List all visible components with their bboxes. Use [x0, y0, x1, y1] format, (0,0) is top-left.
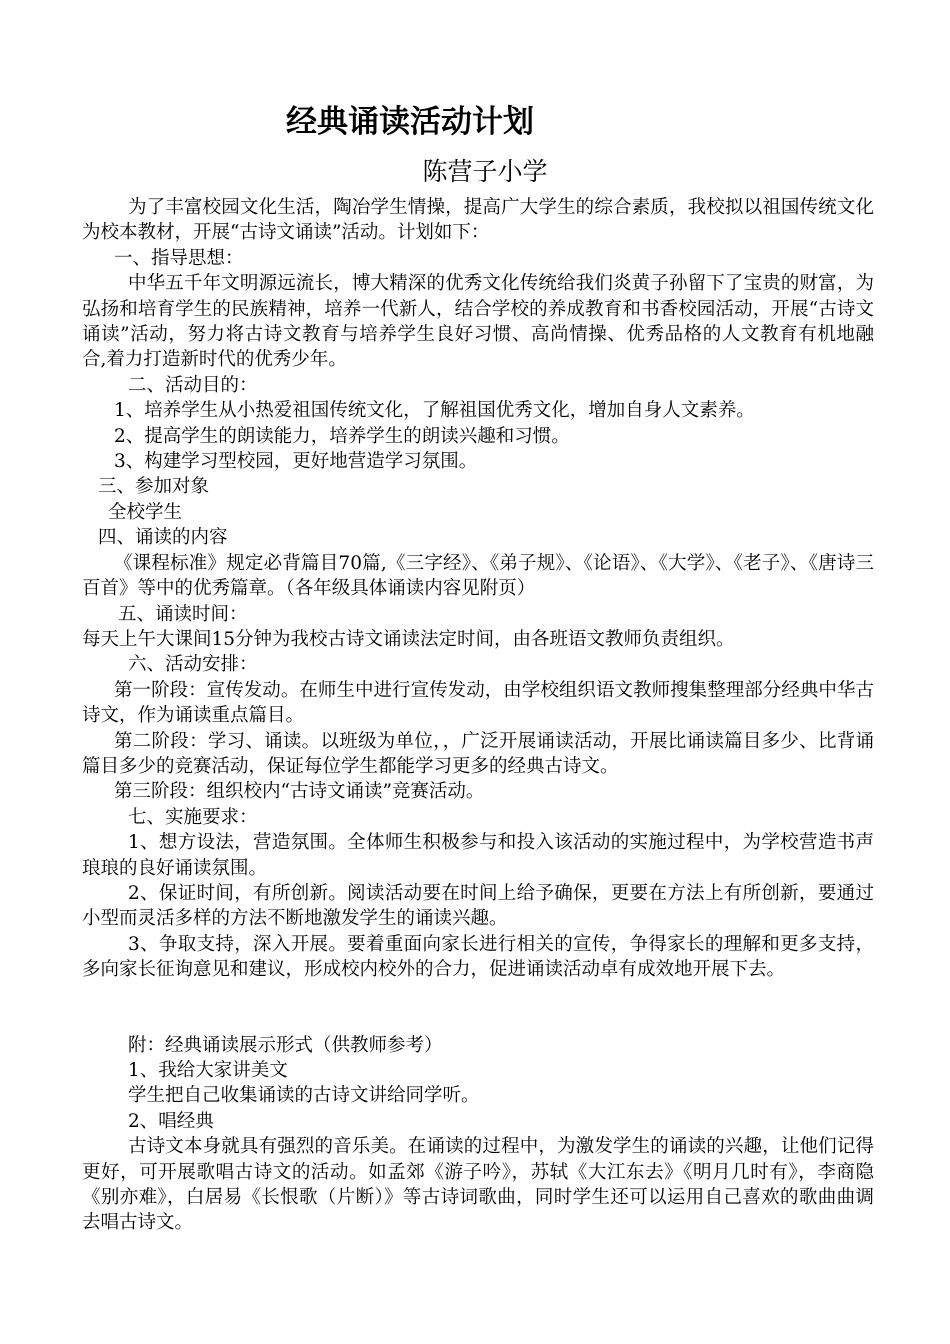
reading-time-paragraph: 每天上午大课间15分钟为我校古诗文诵读法定时间，由各班语文教师负责组织。: [82, 628, 735, 650]
section-heading-participants: 三、参加对象: [98, 476, 210, 498]
section-heading-reading-time: 五、诵读时间：: [118, 603, 248, 625]
goal-item-3: 3、构建学习型校园，更好地营造学习氛围。: [114, 451, 478, 473]
section-heading-activity-schedule: 六、活动安排：: [128, 654, 258, 676]
reading-content-paragraph: 《课程标准》规定必背篇目70篇,《三字经》、《弟子规》、《论语》、《大学》、《老子》、《唐诗三百首》等中的优秀篇章。（各年级具体诵读内容见附页）: [82, 552, 874, 600]
guiding-ideology-paragraph: 中华五千年文明源远流长，博大精深的优秀文化传统给我们炎黄子孙留下了宝贵的财富，为弘扬和培育学生的民族精神，培养一代新人，结合学校的养成教育和书香校园活动，开展“古诗文诵读”活动，努力将古诗文教育与培养学生良好习惯、高尚情操、优秀品格的人文教育有机地融合,着力打造新时代的优秀少年。: [82, 273, 874, 371]
section-heading-activity-goals: 二、活动目的：: [128, 374, 258, 396]
section-heading-guiding-ideology: 一、指导思想：: [114, 247, 244, 269]
goal-item-2: 2、提高学生的朗读能力，培养学生的朗读兴趣和习惯。: [114, 425, 570, 447]
appendix-item-1-heading: 1、我给大家讲美文: [128, 1060, 288, 1081]
schedule-stage-2: 第二阶段：学习、诵读。以班级为单位，，广泛开展诵读活动，开展比诵读篇目多少、比背诵篇目多少的竞赛活动，保证每位学生都能学习更多的经典古诗文。: [82, 730, 874, 777]
intro-paragraph: 为了丰富校园文化生活，陶冶学生情操，提高广大学生的综合素质，我校拟以祖国传统文化为校本教材，开展“古诗文诵读”活动。计划如下：: [82, 197, 874, 244]
appendix-heading: 附：经典诵读展示形式（供教师参考）: [128, 1034, 443, 1056]
section-heading-reading-content: 四、诵读的内容: [98, 527, 228, 549]
appendix-item-2-heading: 2、唱经典: [128, 1110, 214, 1132]
requirement-item-3: 3、争取支持，深入开展。要着重面向家长进行相关的宣传，争得家长的理解和更多支持，多向家长征询意见和建议，形成校内校外的合力，促进诵读活动卓有成效地开展下去。: [82, 933, 874, 981]
section-heading-requirements: 七、实施要求：: [128, 806, 258, 828]
goal-item-1: 1、培养学生从小热爱祖国传统文化，了解祖国优秀文化，增加自身人文素养。: [114, 400, 755, 422]
appendix-item-1-text: 学生把自己收集诵读的古诗文讲给同学听。: [128, 1085, 480, 1107]
requirement-item-1: 1、想方设法，营造氛围。全体师生积极参与和投入该活动的实施过程中，为学校营造书声琅琅的良好诵读氛围。: [82, 832, 874, 879]
schedule-stage-1: 第一阶段：宣传发动。在师生中进行宣传发动，由学校组织语文教师搜集整理部分经典中华古诗文，作为诵读重点篇目。: [82, 679, 874, 727]
schedule-stage-3: 第三阶段：组织校内“古诗文诵读”竞赛活动。: [114, 781, 485, 803]
participants-text: 全校学生: [108, 501, 183, 523]
appendix-item-2-text: 古诗文本身就具有强烈的音乐美。在诵读的过程中，为激发学生的诵读的兴趣，让他们记得更好，可开展歌唱古诗文的活动。如孟郊《游子吟》，苏轼《大江东去》《明月几时有》，李商隐《别亦难》，白居易《长恨歌（片断）》等古诗词歌曲，同时学生还可以运用自己喜欢的歌曲曲调去唱古诗文。: [82, 1136, 874, 1234]
requirement-item-2: 2、保证时间，有所创新。阅读活动要在时间上给予确保，更要在方法上有所创新，要通过小型而灵活多样的方法不断地激发学生的诵读兴趣。: [82, 882, 874, 930]
document-title: 经典诵读活动计划: [286, 104, 534, 140]
document-subtitle: 陈营子小学: [422, 157, 548, 186]
document-body: [82, 195, 874, 1236]
spacer: [82, 983, 874, 1033]
